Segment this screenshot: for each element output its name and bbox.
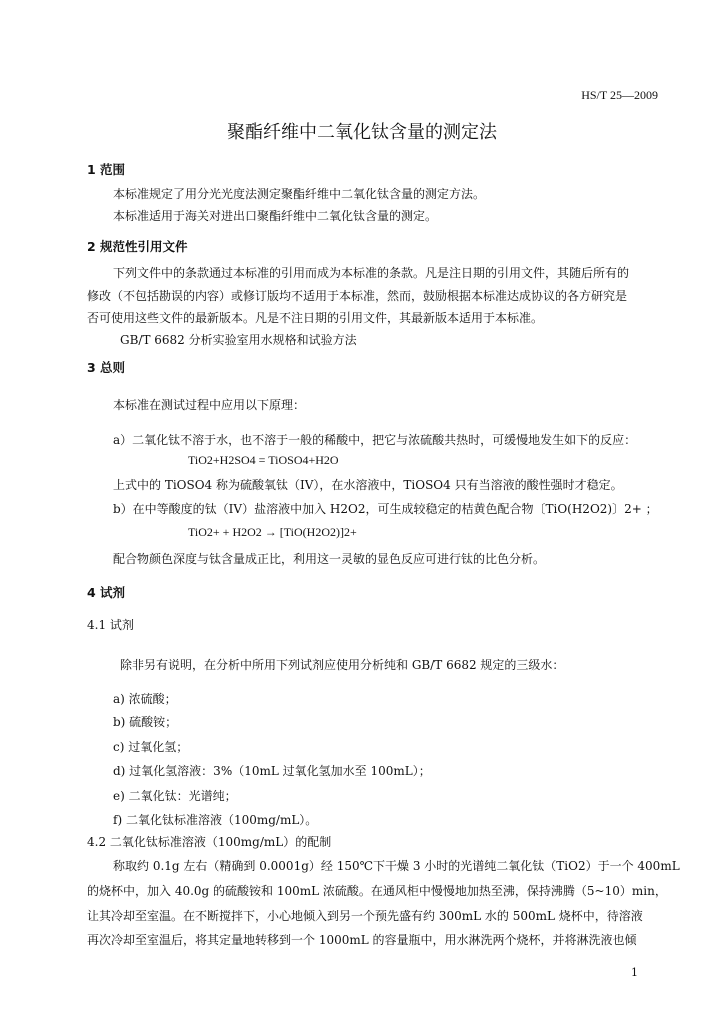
preparation-line: 让其冷却至室温。在不断搅拌下，小心地倾入到另一个预先盛有约 300mL 水的 500mL 烧杯中，待溶液 — [87, 909, 643, 923]
preparation-line: 称取约 0.1g 左右（精确到 0.0001g）经 150℃下干燥 3 小时的光谱纯二氧化钛（TiO2）于一个 400mL — [113, 859, 680, 873]
reagent-item: a) 浓硫酸； — [113, 692, 177, 706]
subsection-4-1-heading: 4.1 试剂 — [87, 618, 134, 632]
reagent-item: e) 二氧化钛：光谱纯； — [113, 789, 237, 803]
section-1-para-2: 本标准适用于海关对进出口聚酯纤维中二氧化钛含量的测定。 — [113, 209, 438, 223]
principle-a-note: 上式中的 TiOSO4 称为硫酸氧钛（IV），在水溶液中，TiOSO4 只有当溶液的酸性强时才稳定。 — [113, 478, 623, 492]
section-4-heading: 4 试剂 — [87, 585, 126, 600]
section-2-line-1: 下列文件中的条款通过本标准的引用而成为本标准的条款。凡是注日期的引用文件，其随后所有的 — [113, 266, 630, 280]
section-2-heading: 2 规范性引用文件 — [87, 239, 188, 254]
reaction-equation-1: TiO2+H2SO4 = TiOSO4+H2O — [188, 453, 339, 467]
reagent-item: c) 过氧化氢； — [113, 740, 189, 754]
standard-number: HS/T 25—2009 — [581, 88, 658, 102]
reagent-item: b) 硫酸铵； — [113, 715, 178, 729]
subsection-4-2-heading: 4.2 二氧化钛标准溶液（100mg/mL）的配制 — [87, 835, 332, 849]
principle-b: b）在中等酸度的钛（IV）盐溶液中加入 H2O2，可生成较稳定的桔黄色配合物〔TiO(H2O2)〕2+ ； — [113, 502, 658, 516]
section-2-line-3: 否可使用这些文件的最新版本。凡是不注日期的引用文件，其最新版本适用于本标准。 — [87, 311, 544, 325]
section-1-para-1: 本标准规定了用分光光度法测定聚酯纤维中二氧化钛含量的测定方法。 — [113, 187, 486, 201]
reagent-item: d) 过氧化氢溶液：3%（10mL 过氧化氢加水至 100mL）； — [113, 764, 431, 778]
section-3-heading: 3 总则 — [87, 360, 126, 375]
preparation-line: 的烧杯中，加入 40.0g 的硫酸铵和 100mL 浓硫酸。在通风柜中慢慢地加热至沸，保持沸腾（5~10）min， — [87, 884, 667, 898]
principle-a: a）二氧化钛不溶于水，也不溶于一般的稀酸中，把它与浓硫酸共热时，可缓慢地发生如下的反应： — [113, 433, 637, 447]
section-2-line-2: 修改（不包括勘误的内容）或修订版均不适用于本标准，然而，鼓励根据本标准达成协议的各方研究是 — [87, 289, 628, 303]
section-1-heading: 1 范围 — [87, 162, 126, 177]
reaction-equation-2: TiO2+ + H2O2 → [TiO(H2O2)]2+ — [188, 525, 357, 539]
section-3-intro: 本标准在测试过程中应用以下原理： — [113, 398, 306, 412]
page-number: 1 — [631, 966, 638, 979]
reagent-item: f) 二氧化钛标准溶液（100mg/mL）。 — [113, 813, 318, 827]
preparation-line: 再次冷却至室温后，将其定量地转移到一个 1000mL 的容量瓶中，用水淋洗两个烧杯，并将淋洗液也倾 — [87, 933, 637, 947]
principle-b-note: 配合物颜色深度与钛含量成正比，利用这一灵敏的显色反应可进行钛的比色分析。 — [113, 552, 546, 566]
normative-reference: GB/T 6682 分析实验室用水规格和试验方法 — [120, 333, 357, 347]
section-4-intro: 除非另有说明，在分析中所用下列试剂应使用分析纯和 GB/T 6682 规定的三级水： — [120, 658, 565, 672]
document-title: 聚酯纤维中二氧化钛含量的测定法 — [227, 122, 497, 143]
